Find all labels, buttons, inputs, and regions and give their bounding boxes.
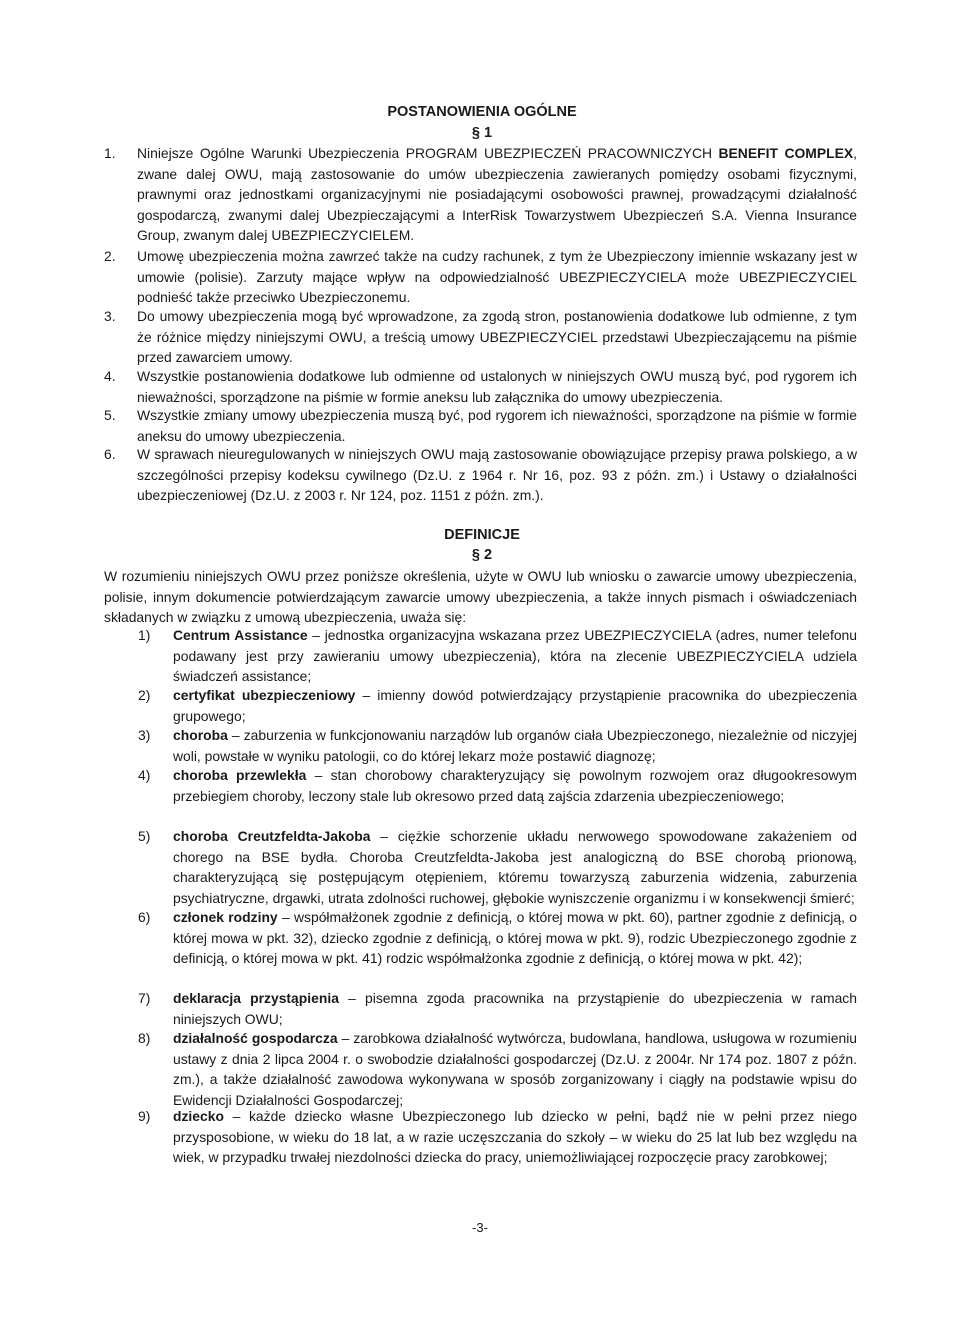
definition-number: 5) (138, 828, 151, 844)
definition-number: 4) (138, 767, 151, 783)
definition-term: działalność gospodarcza (173, 1030, 338, 1046)
item-number: 4. (104, 368, 116, 384)
definition-number: 6) (138, 909, 151, 925)
definition-term: deklaracja przystąpienia (173, 990, 339, 1006)
definition-term: certyfikat ubezpieczeniowy (173, 687, 356, 703)
provision-3: Do umowy ubezpieczenia mogą być wprowadzone, za zgodą stron, postanowienia dodatkowe lub odmienne, z tym że różnice między niniejszymi OWU, a treścią umowy UBEZPIECZYCIEL przedstawi Ubezpieczającemu na piśmie przed zawarciem umowy. (137, 308, 857, 366)
provision-6: W sprawach nieuregulowanych w niniejszych OWU mają zastosowanie obowiązujące przepisy prawa polskiego, a w szczególności przepisy kodeksu cywilnego (Dz.U. z 1964 r. Nr 16, poz. 93 z późn. zm.) i Ustawy o działalności ubezpieczeniowej (Dz.U. z 2003 r. Nr 124, poz. 1151 z późn. zm.). (137, 446, 857, 504)
definition-item: choroba przewlekła – stan chorobowy charakteryzujący się powolnym rozwojem oraz długookresowym przebiegiem choroby, leczony stale lub okresowo przed datą zajścia zdarzenia ubezpieczeniowego; (173, 767, 857, 804)
section-symbol-2: § 2 (471, 547, 493, 563)
provision-4: Wszystkie postanowienia dodatkowe lub odmienne od ustalonych w niniejszych OWU muszą być, pod rygorem ich nieważności, sporządzone na piśmie w formie aneksu lub załącznika do umowy ubezpieczenia. (137, 368, 857, 405)
definition-item: deklaracja przystąpienia – pisemna zgoda pracownika na przystąpienie do ubezpieczenia w ramach niniejszych OWU; (173, 990, 857, 1027)
definition-item: członek rodziny – współmałżonek zgodnie z definicją, o której mowa w pkt. 60), partner zgodnie z definicją, o której mowa w pkt. 32), dziecko zgodnie z definicją, o której mowa w pkt. 9), rodzic Ubezpieczonego zgodnie z definicją, o której mowa w pkt. 41) rodzic współmałżonka zgodnie z definicją, o której mowa w pkt. 42); (173, 909, 857, 967)
provision-5: Wszystkie zmiany umowy ubezpieczenia muszą być, pod rygorem ich nieważności, sporządzone na piśmie w formie aneksu do umowy ubezpieczenia. (137, 407, 857, 444)
definition-number: 1) (138, 627, 151, 643)
provision-2: Umowę ubezpieczenia można zawrzeć także na cudzy rachunek, z tym że Ubezpieczony imiennie wskazany jest w umowie (polisie). Zarzuty mające wpływ na odpowiedzialność UBEZPIECZYCIELA może UBEZPIECZYCIEL podnieść także przeciwko Ubezpieczonemu. (137, 248, 857, 306)
definition-number: 9) (138, 1108, 151, 1124)
product-name: BENEFIT COMPLEX (718, 145, 854, 161)
definition-term: choroba Creutzfeldta-Jakoba (173, 828, 371, 844)
section-title-general: POSTANOWIENIA OGÓLNE (387, 104, 577, 120)
item-number: 2. (104, 248, 116, 264)
definition-term: członek rodziny (173, 909, 278, 925)
provision-1: Niniejsze Ogólne Warunki Ubezpieczenia PROGRAM UBEZPIECZEŃ PRACOWNICZYCH BENEFIT COMPLEX, zwane dalej OWU, mają zastosowanie do umów ubezpieczenia zawieranych pomiędzy osobami fizycznymi, prawnymi oraz jednostkami organizacyjnymi nie posiadającymi osobowości prawnej, prowadzącymi działalność gospodarczą, zwanymi dalej Ubezpieczającymi a InterRisk Towarzystwem Ubezpieczeń S.A. Vienna Insurance Group, zwanym dalej UBEZPIECZYCIELEM. (137, 145, 857, 244)
item-number: 3. (104, 308, 116, 324)
definition-term: Centrum Assistance (173, 627, 308, 643)
definition-item: certyfikat ubezpieczeniowy – imienny dowód potwierdzający przystąpienie pracownika do ubezpieczenia grupowego; (173, 687, 858, 724)
item-number: 1. (104, 145, 116, 161)
definition-number: 8) (138, 1030, 151, 1046)
definition-number: 3) (138, 727, 151, 743)
section-symbol-1: § 1 (471, 125, 493, 141)
definitions-intro: W rozumieniu niniejszych OWU przez poniższe określenia, użyte w OWU lub wniosku o zawarcie umowy ubezpieczenia, polisie, innym dokumencie potwierdzającym zawarcie umowy ubezpieczenia, a także innych pismach i oświadczeniach składanych w związku z umową ubezpieczenia, uważa się: (104, 568, 857, 626)
definition-item: choroba Creutzfeldta-Jakoba – ciężkie schorzenie układu nerwowego spowodowane zakażeniem od chorego na BSE bydła. Choroba Creutzfeldta-Jakoba jest analogiczną do BSE chorobą prionową, charakteryzującą się postępującym otępieniem, któremu towarzyszą zaburzenia widzenia, zaburzenia psychiatryczne, drgawki, utrata zdolności ruchowej, głębokie wyniszczenie organizmu i w konsekwencji śmierć; (173, 828, 857, 906)
definition-item: choroba – zaburzenia w funkcjonowaniu narządów lub organów ciała Ubezpieczonego, niezależnie od niczyjej woli, powstałe w wyniku patologii, co do której lekarz może postawić diagnozę; (173, 727, 857, 764)
definition-number: 2) (138, 687, 151, 703)
item-number: 6. (104, 446, 116, 462)
definition-term: choroba (173, 727, 228, 743)
definition-item: dziecko – każde dziecko własne Ubezpieczonego lub dziecko w pełni, bądź nie w pełni przez niego przysposobione, w wieku do 18 lat, a w razie uczęszczania do szkoły – w wieku do 25 lat lub bez względu na wiek, w przypadku trwałej niezdolności dziecka do pracy, uniemożliwiającej rozpoczęcie pracy zarobkowej; (173, 1108, 857, 1166)
page-number: -3- (472, 1220, 488, 1235)
definition-item: Centrum Assistance – jednostka organizacyjna wskazana przez UBEZPIECZYCIELA (adres, numer telefonu podawany jest przy zawieraniu umowy ubezpieczenia), która na zlecenie UBEZPIECZYCIELA udziela świadczeń assistance; (173, 627, 857, 685)
section-title-definitions: DEFINICJE (444, 527, 520, 543)
definition-number: 7) (138, 990, 151, 1006)
definition-term: choroba przewlekła (173, 767, 307, 783)
definition-term: dziecko (173, 1108, 224, 1124)
item-number: 5. (104, 407, 116, 423)
definition-item: działalność gospodarcza – zarobkowa działalność wytwórcza, budowlana, handlowa, usługowa w rozumieniu ustawy z dnia 2 lipca 2004 r. o swobodzie działalności gospodarczej (Dz.U. z 2004r. Nr 174 poz. 1807 z późn. zm.), a także działalność zawodowa wykonywana w sposób zorganizowany i ciągły na podstawie wpisu do Ewidencji Działalności Gospodarczej; (173, 1030, 858, 1108)
